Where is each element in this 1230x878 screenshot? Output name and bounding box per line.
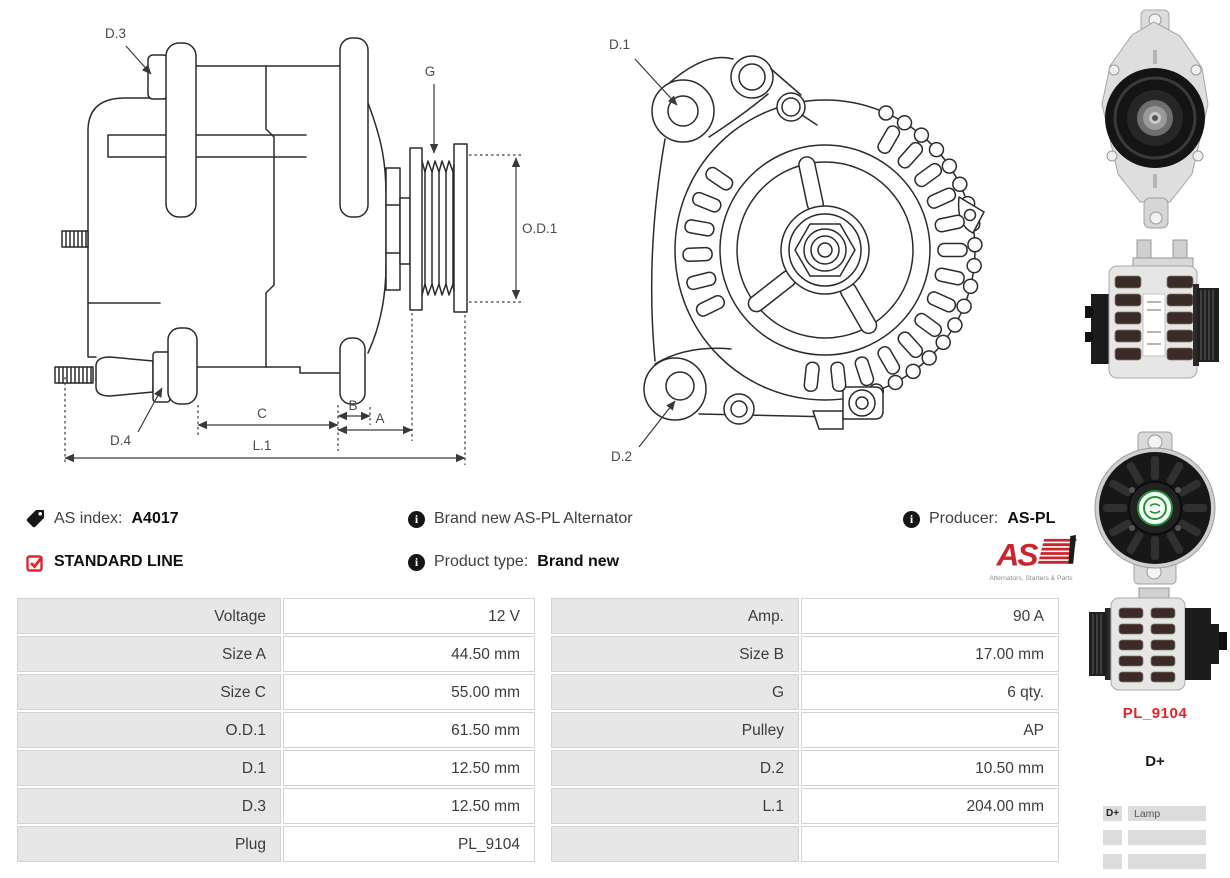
table-row <box>17 598 1059 634</box>
spec-label: Pulley <box>551 712 799 748</box>
pin-function: Lamp <box>1128 806 1206 821</box>
producer-label: Producer: <box>929 510 999 527</box>
spec-value: 12.50 mm <box>283 750 535 786</box>
spec-value: 17.00 mm <box>801 636 1059 672</box>
dim-label-b: B <box>348 398 358 413</box>
product-photo-rear-view <box>1090 430 1220 588</box>
pin-name <box>1103 830 1122 845</box>
producer-row <box>903 504 1055 534</box>
pin-row <box>1103 806 1206 821</box>
table-row <box>17 750 1059 786</box>
plug-code: PL_9104 <box>1122 705 1188 722</box>
spec-label: Size A <box>17 636 281 672</box>
spec-label: D.2 <box>551 750 799 786</box>
pin-name <box>1103 854 1122 869</box>
info-icon: i <box>408 554 425 571</box>
spec-label: D.3 <box>17 788 281 824</box>
producer-value: AS-PL <box>1007 510 1056 527</box>
product-photo-side-view-pulley-left <box>1085 584 1227 702</box>
pin-row <box>1103 830 1206 845</box>
product-type-label: Product type: <box>434 553 529 570</box>
spec-label: Size C <box>17 674 281 710</box>
table-row <box>17 674 1059 710</box>
description-row <box>408 504 633 534</box>
spec-value: 12 V <box>283 598 535 634</box>
info-icon: i <box>903 511 920 528</box>
table-row <box>17 636 1059 672</box>
table-row <box>17 712 1059 748</box>
dim-label-d1: D.1 <box>609 37 631 52</box>
product-photo-front-view <box>1088 6 1224 232</box>
spec-value: 10.50 mm <box>801 750 1059 786</box>
spec-table <box>17 598 1059 864</box>
table-row <box>17 826 1059 862</box>
dim-label-a: A <box>375 411 385 426</box>
logo-tagline: Alternators, Starters & Parts <box>989 575 1073 583</box>
pin-function <box>1128 830 1206 845</box>
spec-value <box>801 826 1059 862</box>
checkbox-checked-icon <box>25 552 45 572</box>
dim-label-d2: D.2 <box>611 449 633 464</box>
standard-line-badge: STANDARD LINE <box>54 553 184 570</box>
pin-name: D+ <box>1103 806 1122 821</box>
product-type-value: Brand new <box>537 553 620 570</box>
spec-value: 6 qty. <box>801 674 1059 710</box>
spec-label <box>551 826 799 862</box>
dim-label-g: G <box>424 64 436 79</box>
as-pl-logo <box>985 533 1077 585</box>
dim-label-od1: O.D.1 <box>522 221 558 236</box>
terminal-label: D+ <box>1145 753 1165 770</box>
as-index-label: AS index: <box>54 510 123 527</box>
spec-value: 55.00 mm <box>283 674 535 710</box>
spec-label: Size B <box>551 636 799 672</box>
technical-drawing-side-view <box>50 5 575 475</box>
dim-label-l1: L.1 <box>252 438 272 453</box>
spec-label: Amp. <box>551 598 799 634</box>
table-row <box>17 788 1059 824</box>
dim-label-d3: D.3 <box>105 26 127 41</box>
dim-label-c: C <box>257 406 267 421</box>
standard-line-row <box>25 547 183 577</box>
product-photo-side-view-pulley-right <box>1085 236 1227 414</box>
product-description: Brand new AS-PL Alternator <box>434 510 633 527</box>
technical-drawing-front-view <box>605 15 1015 475</box>
spec-value: 61.50 mm <box>283 712 535 748</box>
spec-label: L.1 <box>551 788 799 824</box>
as-index-value: A4017 <box>131 510 179 527</box>
spec-label: Voltage <box>17 598 281 634</box>
pin-function <box>1128 854 1206 869</box>
spec-value: 204.00 mm <box>801 788 1059 824</box>
pin-row <box>1103 854 1206 869</box>
spec-label: D.1 <box>17 750 281 786</box>
spec-label: Plug <box>17 826 281 862</box>
as-index-row <box>25 504 179 534</box>
spec-value: 90 A <box>801 598 1059 634</box>
dim-label-d4: D.4 <box>110 433 132 448</box>
spec-value: PL_9104 <box>283 826 535 862</box>
spec-label: O.D.1 <box>17 712 281 748</box>
spec-value: AP <box>801 712 1059 748</box>
spec-label: G <box>551 674 799 710</box>
spec-value: 44.50 mm <box>283 636 535 672</box>
plug-pin-table <box>1103 806 1206 878</box>
spec-value: 12.50 mm <box>283 788 535 824</box>
logo-text: AS <box>996 536 1037 573</box>
product-type-row <box>408 547 619 577</box>
tag-icon <box>25 509 45 529</box>
info-icon: i <box>408 511 425 528</box>
